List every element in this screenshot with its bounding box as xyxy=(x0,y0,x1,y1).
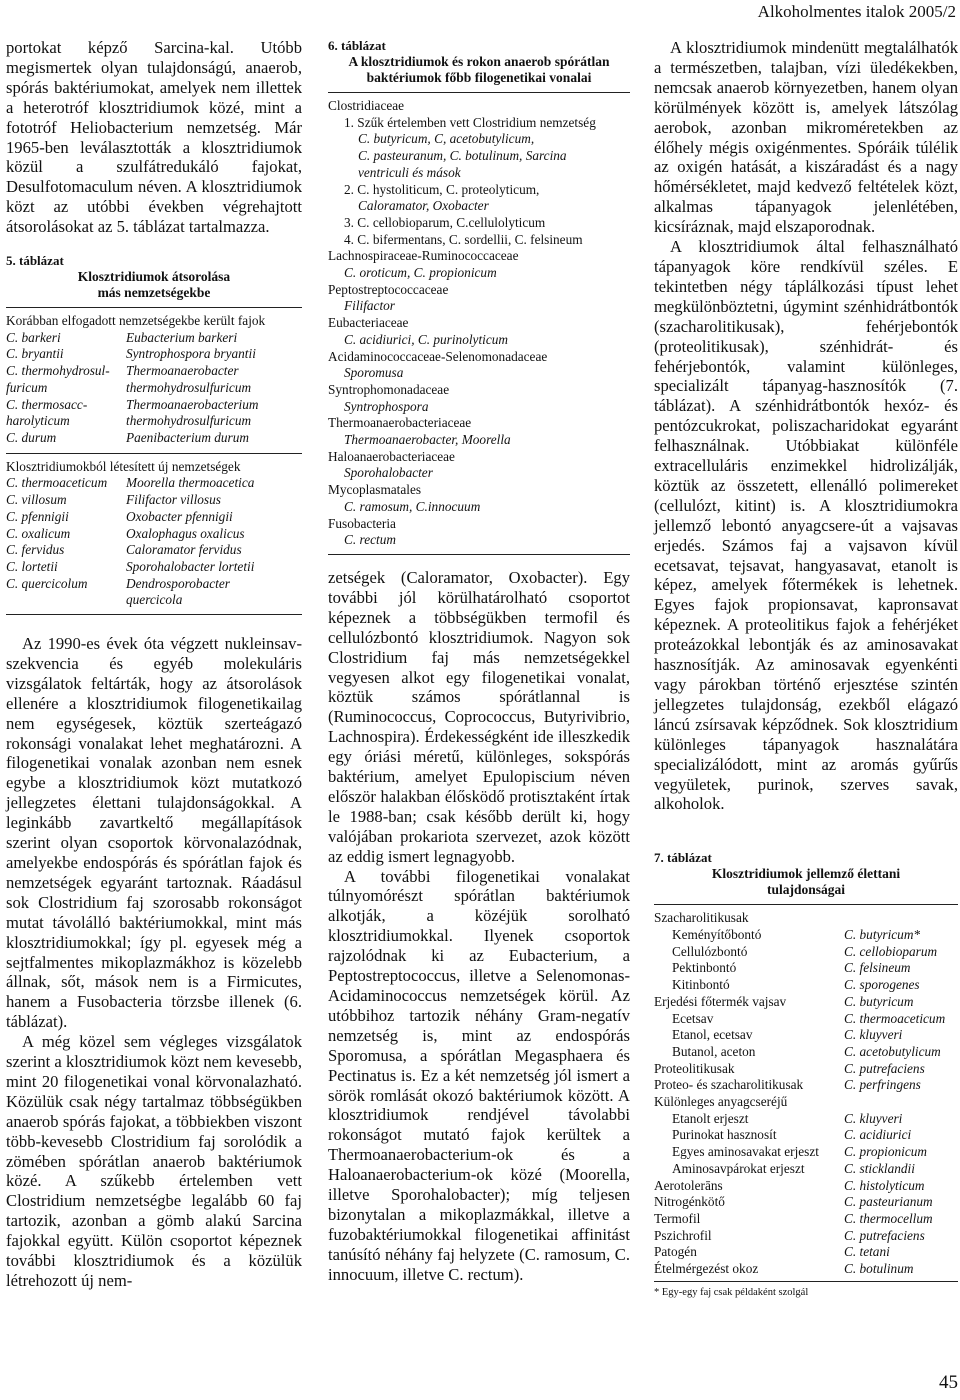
lineage-species: Caloramator, Oxobacter xyxy=(358,198,489,214)
lineage-family: Eubacteriaceae xyxy=(328,315,409,331)
property-label: Erjedési főtermék vajsav xyxy=(654,993,787,1009)
table-row xyxy=(654,1127,958,1144)
table-row xyxy=(6,330,302,347)
table-row xyxy=(6,346,302,363)
paragraph: Az 1990-es évek óta végzett nukleinsav-szekvencia és egyéb molekuláris vizsgálatok feltárták, hogy az átsorolások ellenére a klosztridiumok filogenetikailag nem egységesek, köztük szerteágazó rokonsági vonalakat lehet meghatározni. A filogenetikai vonalak azonban nem esnek egybe a klosztridiumok közt mutatkozó jellegzetes élettani tulajdonságokkal. A leginkább zavartkeltő megállapítások szerint olyan csoportok körvonalazódnak, amelyekbe endospórás és spórátlan fajok és nemzetségek egyaránt tartoznak. Ráadásul sok Clostridium faj szorosabb rokonságot mutat távolálló baktériumokkal, mint más klosztridiumokkal; így pl. egyesek még a sejtfalmentes mikoplazmákhoz is közelebb állnak, sőt, mások nem is a Firmicutes, hanem a Fusobacteria törzsbe illenek (6. táblázat). xyxy=(6,634,302,1032)
table-6 xyxy=(328,38,630,555)
property-label: Proteo- és szacharolitikusak xyxy=(654,1077,804,1093)
property-label: Egyes aminosavakat erjeszt xyxy=(672,1144,819,1160)
property-label: Proteolitikusak xyxy=(654,1060,735,1076)
property-label: Kitinbontó xyxy=(672,977,730,993)
table-7 xyxy=(654,850,958,1297)
column-left xyxy=(6,38,302,1291)
table-body xyxy=(654,910,958,1277)
old-name xyxy=(6,592,126,609)
lineage-family: Peptostreptococcaceae xyxy=(328,281,449,297)
table-number: 6. táblázat xyxy=(328,38,386,53)
example-species: C. acetobutylicum xyxy=(844,1043,941,1059)
property-label: Etanolt erjeszt xyxy=(672,1110,749,1126)
table-body xyxy=(6,313,302,609)
property-label: Különleges anyagcseréjű xyxy=(654,1094,788,1110)
table-row xyxy=(654,1061,958,1078)
new-name: Dendrosporobacter xyxy=(126,575,230,591)
new-name: Oxobacter pfennigii xyxy=(126,508,233,524)
table-row xyxy=(654,910,958,927)
running-header: Alkoholmentes italok 2005/2 xyxy=(757,2,956,21)
new-name: thermohydrosulfuricum xyxy=(126,413,252,429)
new-name: Caloramator fervidus xyxy=(126,542,242,558)
old-name: C. thermoaceticum xyxy=(6,475,108,491)
column-middle xyxy=(328,38,630,1285)
property-label: Keményítőbontó xyxy=(672,927,762,943)
old-name: C. bryantii xyxy=(6,346,64,362)
old-name: C. pfennigii xyxy=(6,508,69,524)
lineage-genus: C. acidiurici, C. purinolyticum xyxy=(344,331,508,347)
table-row xyxy=(6,430,302,447)
property-label: Butanol, aceton xyxy=(672,1043,756,1059)
table-row xyxy=(654,1111,958,1128)
table-row xyxy=(6,492,302,509)
new-name: Oxalophagus oxalicus xyxy=(126,525,245,541)
lineage-species: C. butyricum, C, acetobutylicum, xyxy=(358,131,535,147)
lineage-line: 3. C. cellobioparum, C.cellulolyticum xyxy=(344,214,546,230)
column-right xyxy=(654,38,958,1298)
example-species: C. tetani xyxy=(844,1244,890,1260)
table-row xyxy=(654,1228,958,1245)
new-name: thermohydrosulfuricum xyxy=(126,379,252,395)
property-label: Szacharolitikusak xyxy=(654,910,749,926)
example-species: C. botulinum xyxy=(844,1261,914,1277)
table-row xyxy=(6,542,302,559)
property-label: Aminosavpárokat erjeszt xyxy=(672,1160,805,1176)
table-row xyxy=(6,592,302,609)
table-row xyxy=(654,1178,958,1195)
table-number: 5. táblázat xyxy=(6,253,64,269)
paragraph: A klosztridiumok mindenütt megtalálhatók a természetben, talajban, vízi üledékekben, nemcsak anaerob környezetben, hanem olyan körülmények között is, amelyek látszólag aerobok, azonban mikroméretekben az élőhely mégis oxigénmentes. Spóráik túlélik az oxigén hatását, a kiszáradást és a nagy hőmérsékletet, majd kedvező feltételek közt, alkalmas tápanyagok jelenlétében, kicsíráznak, majd elszaporodnak. xyxy=(654,38,958,237)
lineage-line: 4. C. bifermentans, C. sordellii, C. felsineum xyxy=(344,231,583,247)
table-row xyxy=(654,1194,958,1211)
example-species: C. butyricum* xyxy=(844,927,921,943)
table-row xyxy=(654,994,958,1011)
property-label: Nitrogénkötő xyxy=(654,1194,725,1210)
new-name: Syntrophospora bryantii xyxy=(126,346,256,362)
old-name: C. thermosacc- xyxy=(6,396,88,412)
table-row xyxy=(6,509,302,526)
table-row xyxy=(654,1261,958,1278)
example-species: C. thermoaceticum xyxy=(844,1010,946,1026)
table-section-heading: Klosztridiumokból létesített új nemzetségek xyxy=(6,458,241,474)
table-footnote: * Egy-egy faj csak példaként szolgál xyxy=(654,1286,809,1298)
table-row xyxy=(654,1044,958,1061)
old-name: C. barkeri xyxy=(6,329,61,345)
table-title: baktériumok főbb filogenetikai vonalai xyxy=(366,70,592,85)
table-5 xyxy=(6,253,302,615)
property-label: Patogén xyxy=(654,1244,697,1260)
table-row xyxy=(654,1161,958,1178)
lineage-family: Acidaminococcaceae-Selenomonadaceae xyxy=(328,348,548,364)
old-name: harolyticum xyxy=(6,413,70,429)
lineage-line: 2. C. hystoliticum, C. proteolyticum, xyxy=(344,181,540,197)
example-species: C. pasteurianum xyxy=(844,1194,933,1210)
lineage-genus: C. oroticum, C. propionicum xyxy=(344,265,497,281)
table-row xyxy=(654,977,958,994)
table-row xyxy=(654,1027,958,1044)
table-row xyxy=(654,927,958,944)
example-species: C. putrefaciens xyxy=(844,1227,925,1243)
table-title: tulajdonságai xyxy=(766,882,846,898)
table-row xyxy=(6,363,302,380)
lineage-species: C. pasteuranum, C. botulinum, Sarcina xyxy=(358,148,567,164)
example-species: C. kluyveri xyxy=(844,1027,903,1043)
table-section-heading: Korábban elfogadott nemzetségekbe került fajok xyxy=(6,313,266,329)
table-row xyxy=(654,960,958,977)
property-label: Aerotolerāns xyxy=(654,1177,723,1193)
example-species: C. histolyticum xyxy=(844,1177,925,1193)
table-row xyxy=(6,559,302,576)
example-species: C. perfringens xyxy=(844,1077,921,1093)
lineage-family: Thermoanaerobacteriaceae xyxy=(328,415,472,431)
new-name: Moorella thermoacetica xyxy=(126,475,255,491)
table-title: Klosztridiumok átsorolása xyxy=(77,269,231,285)
example-species xyxy=(844,1094,958,1111)
example-species: C. acidiurici xyxy=(844,1127,912,1143)
example-species: C. propionicum xyxy=(844,1144,927,1160)
lineage-family: Mycoplasmatales xyxy=(328,482,422,498)
old-name: C. oxalicum xyxy=(6,525,71,541)
example-species: C. cellobioparum xyxy=(844,943,938,959)
new-name: quercicola xyxy=(126,592,183,608)
new-name: Thermoanaerobacter xyxy=(126,363,239,379)
table-row xyxy=(6,576,302,593)
old-name: furicum xyxy=(6,379,48,395)
property-label: Purinokat hasznosít xyxy=(672,1127,777,1143)
new-name: Sporohalobacter lortetii xyxy=(126,558,255,574)
table-row xyxy=(654,1211,958,1228)
paragraph: A klosztridiumok által felhasználható tápanyagok köre rendkívül széles. E tekintetben négy táplálkozási típust lehet megkülönböztetni, úgymint szénhidrátbontók (szacharolitikusak), fehérjebontók (proteolitikusak), szénhidrát- és fehérjebontók, valamint különleges, specializált tápanyag-hasznosítók (7. táblázat). A szénhidrátbontók hexóz- és pentózcukrokat, poliszacharidokat egyaránt felhasználnak. Utóbbiakat különféle extracelluláris enzimekkel hidrolizálják, köztük az összetett, ellenálló polimereket (cellulózt, kitint) is. A klosztridiumokra jellemző lebontó anyagcsere-út a vajsavas erjedés. Számos faj a vajsavon kívül ecetsavat, tejsavat, hangyasavat, etanolt is képez, amelyek főtermékek is lehetnek. Egyes fajok propionsavat, kapronsavat képeznek. A proteolitikus fajok a fehérjéket proteázokkal lebontják és az aminosavakat hasznosítják. Az aminosavak egyenkénti vagy párokban történő erjesztése szintén jellegzetes tulajdonság, ezekből elágazó láncú zsírsavak képződnek. Sok klosztridium különleges tápanyagok hasznalátára specializálódott, mint az aromás gyűrűs vegyületek, purinok, szerves savak, alkoholok. xyxy=(654,237,958,814)
example-species: C. butyricum xyxy=(844,993,914,1009)
property-label: Pszichrofil xyxy=(654,1227,712,1243)
lineage-genus: Sporohalobacter xyxy=(344,465,433,481)
old-name: C. lortetii xyxy=(6,558,58,574)
lineage-family: Syntrophomonadaceae xyxy=(328,381,450,397)
example-species xyxy=(844,910,958,927)
example-species: C. putrefaciens xyxy=(844,1060,925,1076)
paragraph: A még közel sem végleges vizsgálatok szerint a klosztridiumok közt nem kevesebb, mint 20 filogenetikai vonal körvonalazható. Közülük csak négy tartalmaz többségükben anaerob spórás fajokat, a többiekben viszont több-kevesebb Clostridium faj sorolódik a zömében spórátlan anaerob baktériumok közé. A szűkebb értelemben vett Clostridium nemzetségbe legalább 60 faj tartozik, azonban a gömb alakú Sarcina fajokkal együtt. Külön csoportot képeznek további klosztridiumok és a közülük létrehozott új nem- xyxy=(6,1032,302,1291)
lineage-family: Haloanaerobacteriaceae xyxy=(328,448,455,464)
new-name: Eubacterium barkeri xyxy=(126,329,238,345)
lineage-family: Lachnospiraceae-Ruminococcaceae xyxy=(328,248,519,264)
example-species: C. kluyveri xyxy=(844,1110,903,1126)
example-species: C. sticklandii xyxy=(844,1160,915,1176)
table-title: A klosztridiumok és rokon anaerob spórátlan xyxy=(348,54,610,69)
table-row xyxy=(654,1244,958,1261)
table-title: Klosztridiumok jellemző élettani xyxy=(711,866,901,882)
paragraph: portokat képző Sarcina-kal. Utóbb megismertek olyan tulajdonságú, anaerob, spórás baktériumokat, amelyek nem illettek a heterotróf klosztridiumok közé, mint a fototróf Heliobacterium nemzetség. Már 1965-ben leválasztották a klosztridiumok közül a szulfátredukáló fajokat, Desulfotomaculum néven. A klosztridiumok közt az utóbbi években végrehajtott átsorolásokat az 5. táblázat tartalmazza. xyxy=(6,38,302,237)
table-row xyxy=(654,1077,958,1094)
example-species: C. sporogenes xyxy=(844,977,920,993)
new-name: Filifactor villosus xyxy=(126,492,221,508)
property-label: Ételmérgezést okoz xyxy=(654,1261,759,1277)
table-row xyxy=(654,944,958,961)
old-name: C. durum xyxy=(6,429,57,445)
table-row xyxy=(6,526,302,543)
lineage-genus: Filifactor xyxy=(344,298,395,314)
lineage-species: ventriculi és mások xyxy=(358,164,461,180)
lineage-genus: Sporomusa xyxy=(344,365,404,381)
table-row xyxy=(6,397,302,414)
property-label: Cellulózbontó xyxy=(672,943,748,959)
lineage-line: 1. Szűk értelemben vett Clostridium nemzetség xyxy=(344,114,596,130)
lineage-family: Clostridiaceae xyxy=(328,98,405,113)
table-row xyxy=(654,1011,958,1028)
table-row xyxy=(6,380,302,397)
example-species: C. thermocellum xyxy=(844,1211,933,1226)
table-body xyxy=(328,98,630,549)
page-number: 45 xyxy=(939,1372,958,1393)
table-row xyxy=(6,475,302,492)
lineage-genus: C. ramosum, C.innocuum xyxy=(344,498,481,514)
paragraph: A további filogenetikai vonalakat túlnyomórészt spórátlan baktériumok alkotják, a közéjük sorolható klosztridiumokkal. Ilyenek csoportok rajzolódnak ki az Eubacterium, a Peptostreptococcus, illetve a Selenomonas-Acidaminococcus nemzetségek körül. Az utóbbihoz tartozik néhány Gram-negatív nemzetség is, mint az endospórás Sporomusa, a spórátlan Megasphaera és Pectinatus is. Ez a két nemzetség jól ismert a sörök romlását okozó baktériumok között. A klosztridiumok rendjével távolabbi rokonságot mutató fajok kerültek a Thermoanaerobacterium-ok és a Haloanaerobacterium-ok közé (Moorella, illetve Sporohalobacter); míg teljesen bizonytalan a mikoplazmákkal, illetve a fuzobaktériumokkal filogenetikai affinitást tanúsító néhány faj helyzete (C. ramosum, C. innocuum, illetve C. rectum). xyxy=(328,866,630,1284)
example-species: C. felsineum xyxy=(844,960,911,976)
table-row xyxy=(654,1094,958,1111)
old-name: C. fervidus xyxy=(6,542,65,558)
lineage-genus: Thermoanaerobacter, Moorella xyxy=(344,432,511,448)
paragraph: zetségek (Caloramator, Oxobacter). Egy további jól körülhatárolható csoportot képeznek a többségükben termofil és cellulózbontó klosztridiumok. Nagyon sok Clostridium faj más nemzetségekkel vegyesen alkot egy filogenetikai vonalat, köztük számos spórátlannal is (Ruminococcus, Coprococcus, Butyrivibrio, Lachnospira). Érdekességként ide illeszkedik egy óriási méretű, különleges, sokspórás baktérium, amelyet Epulopiscium néven először halakban élősködő protisztaként írtak le 1988-ban; csak később derült ki, hogy valójában prokariota szervezet, azok között az eddig ismert legnagyobb. xyxy=(328,567,630,866)
table-row xyxy=(654,1144,958,1161)
property-label: Ecetsav xyxy=(672,1010,714,1026)
table-title: más nemzetségekbe xyxy=(97,285,211,301)
lineage-genus: Syntrophospora xyxy=(344,398,429,414)
old-name: C. thermohydrosul- xyxy=(6,363,110,379)
old-name: C. quercicolum xyxy=(6,575,88,591)
property-label: Pektinbontó xyxy=(672,960,737,976)
new-name: Paenibacterium durum xyxy=(126,429,249,445)
property-label: Etanol, ecetsav xyxy=(672,1027,753,1043)
table-row xyxy=(6,413,302,430)
table-number: 7. táblázat xyxy=(654,850,712,866)
old-name: C. villosum xyxy=(6,492,67,508)
lineage-family: Fusobacteria xyxy=(328,515,396,531)
new-name: Thermoanaerobacterium xyxy=(126,396,259,412)
property-label: Termofil xyxy=(654,1211,701,1226)
lineage-genus: C. rectum xyxy=(344,532,396,548)
